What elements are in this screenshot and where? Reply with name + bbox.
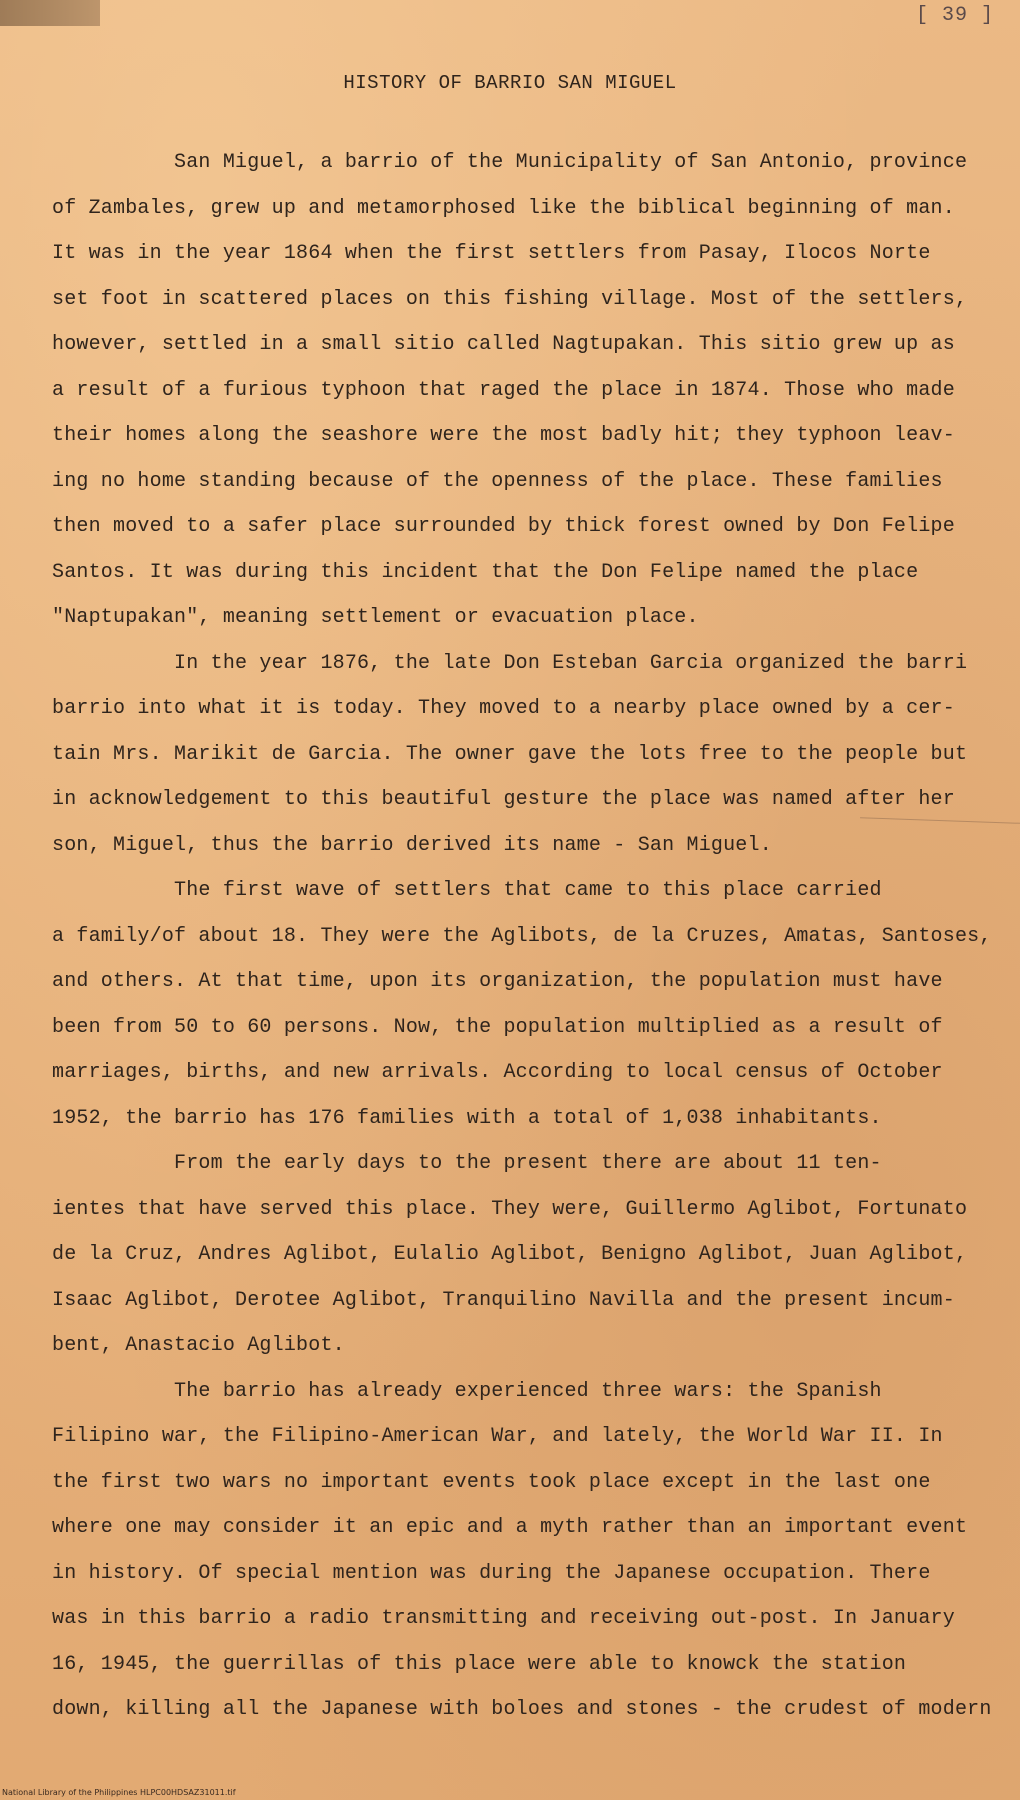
text-line: It was in the year 1864 when the first settlers from Pasay, Ilocos Norte	[52, 242, 931, 265]
text-line: 16, 1945, the guerrillas of this place were able to knowck the station	[52, 1652, 907, 1676]
text-line: In the year 1876, the late Don Esteban Garcia organized the barri	[52, 651, 968, 675]
text-line: The first wave of settlers that came to this place carried	[52, 879, 882, 902]
text-line: Santos. It was during this incident that the Don Felipe named the place	[52, 560, 919, 584]
text-line: ientes that have served this place. They were, Guillermo Aglibot, Fortunato	[52, 1197, 968, 1221]
text-line: then moved to a safer place surrounded by thick forest owned by Don Felipe	[52, 515, 955, 538]
text-line: marriages, births, and new arrivals. According to local census of October	[52, 1061, 943, 1084]
page-number: [ 39 ]	[915, 4, 994, 27]
text-line: was in this barrio a radio transmitting and receiving out-post. In January	[52, 1607, 955, 1630]
text-line: however, settled in a small sitio called Nagtupakan. This sitio grew up as	[52, 333, 955, 356]
text-line: their homes along the seashore were the most badly hit; they typhoon leav-	[52, 424, 955, 447]
source-footer: National Library of the Philippines HLPC00HDSAZ31011.tif	[2, 1788, 236, 1797]
text-line: "Naptupakan", meaning settlement or evacuation place.	[52, 606, 699, 629]
text-line: in acknowledgement to this beautiful gesture the place was named after her	[52, 788, 955, 811]
text-line: The barrio has already experienced three wars: the Spanish	[52, 1379, 882, 1403]
document-title: HISTORY OF BARRIO SAN MIGUEL	[343, 72, 677, 94]
text-line: From the early days to the present there are about 11 ten-	[52, 1152, 882, 1175]
text-line: of Zambales, grew up and metamorphosed like the biblical beginning of man.	[52, 196, 955, 220]
text-line: barrio into what it is today. They moved to a nearby place owned by a cer-	[52, 697, 955, 720]
text-line: where one may consider it an epic and a myth rather than an important event	[52, 1516, 968, 1539]
text-line: 1952, the barrio has 176 families with a total of 1,038 inhabitants.	[52, 1106, 882, 1130]
text-line: down, killing all the Japanese with boloes and stones - the crudest of modern	[52, 1698, 992, 1721]
text-line: Filipino war, the Filipino-American War, and lately, the World War II. In	[52, 1425, 943, 1448]
text-line: been from 50 to 60 persons. Now, the population multiplied as a result of	[52, 1015, 943, 1039]
text-line: ing no home standing because of the openness of the place. These families	[52, 469, 943, 493]
text-line: de la Cruz, Andres Aglibot, Eulalio Aglibot, Benigno Aglibot, Juan Aglibot,	[52, 1243, 968, 1266]
text-line: and others. At that time, upon its organization, the population must have	[52, 970, 943, 993]
text-line: bent, Anastacio Aglibot.	[52, 1334, 345, 1357]
body-text	[52, 140, 992, 1733]
corner-stain	[0, 0, 100, 26]
text-line: San Miguel, a barrio of the Municipality of San Antonio, province	[52, 151, 968, 174]
text-line: set foot in scattered places on this fishing village. Most of the settlers,	[52, 287, 968, 311]
text-line: Isaac Aglibot, Derotee Aglibot, Tranquilino Navilla and the present incum-	[52, 1288, 955, 1312]
text-line: a result of a furious typhoon that raged the place in 1874. Those who made	[52, 378, 955, 402]
text-line: tain Mrs. Marikit de Garcia. The owner gave the lots free to the people but	[52, 742, 968, 766]
text-line: in history. Of special mention was during the Japanese occupation. There	[52, 1561, 931, 1585]
text-line: son, Miguel, thus the barrio derived its name - San Miguel.	[52, 833, 772, 857]
text-line: a family/of about 18. They were the Aglibots, de la Cruzes, Amatas, Santoses,	[52, 924, 992, 948]
text-line: the first two wars no important events took place except in the last one	[52, 1470, 931, 1494]
